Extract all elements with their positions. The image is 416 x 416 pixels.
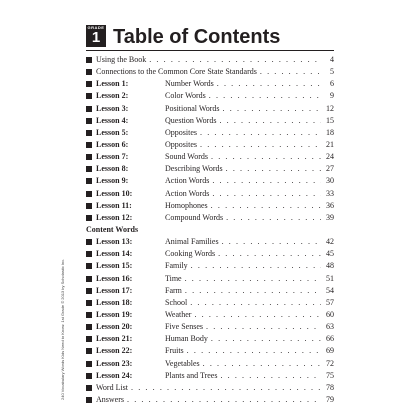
toc-entry [86, 382, 334, 394]
lesson-number: Lesson 18: [96, 297, 133, 307]
toc-entry [86, 163, 334, 175]
bullet-square-icon [86, 324, 92, 330]
dot-leader [185, 273, 321, 285]
page-title: Table of Contents [113, 26, 281, 48]
title-divider [86, 50, 334, 51]
bullet-square-icon [86, 251, 92, 257]
page-number: 24 [326, 152, 334, 162]
toc-entry [86, 200, 334, 212]
entry-title: Color Words [165, 91, 206, 101]
dot-leader [226, 212, 321, 224]
toc-entry [86, 151, 334, 163]
page-number: 60 [326, 309, 334, 319]
toc-entry [86, 321, 334, 333]
toc-entry [86, 394, 334, 406]
entry-title: Human Body [165, 334, 208, 344]
page-number: 5 [330, 67, 334, 77]
bullet-square-icon [86, 81, 92, 87]
entry-title: Number Words [165, 79, 214, 89]
bullet-square-icon [86, 300, 92, 306]
dot-leader [217, 78, 321, 90]
bullet-square-icon [86, 203, 92, 209]
bullet-square-icon [86, 130, 92, 136]
toc-entry [86, 248, 334, 260]
toc-entry [86, 54, 334, 66]
page-number: 6 [330, 79, 334, 89]
page-number: 66 [326, 334, 334, 344]
lesson-number: Lesson 22: [96, 346, 133, 356]
lesson-number: Lesson 24: [96, 370, 133, 380]
toc-entry [86, 273, 334, 285]
entry-title: Cooking Words [165, 249, 216, 259]
bullet-square-icon [86, 336, 92, 342]
page-number: 12 [326, 103, 334, 113]
page-number: 48 [326, 261, 334, 271]
lesson-number: Lesson 10: [96, 188, 133, 198]
bullet-square-icon [86, 397, 92, 403]
page-number: 18 [326, 127, 334, 137]
bullet-square-icon [86, 312, 92, 318]
bullet-square-icon [86, 348, 92, 354]
lesson-number: Lesson 23: [96, 358, 133, 368]
lesson-number: Lesson 9: [96, 176, 129, 186]
bullet-square-icon [86, 106, 92, 112]
page-number: 69 [326, 346, 334, 356]
toc-entry [86, 103, 334, 115]
entry-title: Family [165, 261, 188, 271]
dot-leader [211, 151, 321, 163]
lesson-number: Lesson 12: [96, 212, 133, 222]
entry-title: Answers [96, 394, 124, 404]
bullet-square-icon [86, 191, 92, 197]
entry-title: Describing Words [165, 164, 223, 174]
toc-entry [86, 139, 334, 151]
sidebar-credit: 240 Vocabulary Words Kids Need to Know: 1st Grade © 2013 by Scholastic Inc. [60, 258, 65, 400]
toc-section-heading [86, 224, 334, 236]
dot-leader [185, 285, 321, 297]
bullet-square-icon [86, 69, 92, 75]
entry-title: Homophones [165, 200, 208, 210]
bullet-square-icon [86, 215, 92, 221]
toc-entry [86, 358, 334, 370]
lesson-number: Lesson 21: [96, 334, 133, 344]
entry-title: Time [165, 273, 182, 283]
lesson-number: Lesson 13: [96, 237, 133, 247]
toc-entry [86, 309, 334, 321]
toc-entry [86, 345, 334, 357]
toc-entry [86, 115, 334, 127]
page-number: 15 [326, 115, 334, 125]
bullet-square-icon [86, 118, 92, 124]
page-number: 21 [326, 139, 334, 149]
dot-leader [260, 66, 321, 78]
entry-title: School [165, 297, 188, 307]
entry-title: Word List [96, 382, 129, 392]
page-number: 9 [330, 91, 334, 101]
toc-entry [86, 127, 334, 139]
entry-title: Action Words [165, 176, 210, 186]
bullet-square-icon [86, 166, 92, 172]
section-title: Content Words [86, 224, 139, 234]
bullet-square-icon [86, 239, 92, 245]
lesson-number: Lesson 15: [96, 261, 133, 271]
lesson-number: Lesson 19: [96, 309, 133, 319]
lesson-number: Lesson 8: [96, 164, 129, 174]
lesson-number: Lesson 7: [96, 152, 129, 162]
bullet-square-icon [86, 276, 92, 282]
bullet-square-icon [86, 142, 92, 148]
toc-entry [86, 370, 334, 382]
lesson-number: Lesson 11: [96, 200, 132, 210]
dot-leader [190, 297, 321, 309]
page-number: 57 [326, 297, 334, 307]
dot-leader [219, 115, 321, 127]
dot-leader [127, 394, 321, 406]
entry-title: Opposites [165, 139, 197, 149]
grade-badge [86, 25, 106, 47]
entry-title: Animal Families [165, 237, 219, 247]
page-number: 33 [326, 188, 334, 198]
lesson-number: Lesson 6: [96, 139, 129, 149]
lesson-number: Lesson 4: [96, 115, 129, 125]
bullet-square-icon [86, 57, 92, 63]
dot-leader [223, 103, 321, 115]
entry-title: Vegetables [165, 358, 200, 368]
entry-title: Five Senses [165, 322, 203, 332]
dot-leader [200, 139, 321, 151]
page-number: 78 [326, 382, 334, 392]
dot-leader [191, 260, 321, 272]
bullet-square-icon [86, 154, 92, 160]
toc-entry [86, 175, 334, 187]
bullet-square-icon [86, 263, 92, 269]
dot-leader [194, 309, 321, 321]
dot-leader [226, 163, 321, 175]
grade-label: GRADE [87, 25, 105, 30]
dot-leader [206, 321, 321, 333]
entry-title: Farm [165, 285, 182, 295]
dot-leader [218, 248, 321, 260]
dot-leader [220, 370, 321, 382]
entry-title: Weather [165, 309, 192, 319]
entry-title: Using the Book [96, 55, 147, 64]
page-number: 4 [330, 55, 334, 64]
dot-leader [212, 188, 321, 200]
page-number: 36 [326, 200, 334, 210]
entry-title: Compound Words [165, 212, 224, 222]
toc-entry [86, 285, 334, 297]
lesson-number: Lesson 20: [96, 322, 133, 332]
lesson-number: Lesson 1: [96, 79, 129, 89]
page-number: 63 [326, 322, 334, 332]
dot-leader [131, 382, 321, 394]
entry-title: Sound Words [165, 152, 208, 162]
lesson-number: Lesson 5: [96, 127, 129, 137]
grade-number: 1 [91, 29, 101, 46]
lesson-number: Lesson 16: [96, 273, 133, 283]
toc-entry [86, 66, 334, 78]
dot-leader [187, 345, 321, 357]
page-number: 72 [326, 358, 334, 368]
lesson-number: Lesson 2: [96, 91, 129, 101]
entry-title: Positional Words [165, 103, 220, 113]
table-of-contents [86, 54, 334, 406]
entry-title: Connections to the Common Core State Standards [96, 67, 257, 77]
dot-leader [149, 54, 321, 66]
entry-title: Question Words [165, 115, 217, 125]
page-number: 45 [326, 249, 334, 259]
toc-entry [86, 212, 334, 224]
bullet-square-icon [86, 178, 92, 184]
toc-entry [86, 78, 334, 90]
toc-entry [86, 90, 334, 102]
page-number: 51 [326, 273, 334, 283]
dot-leader [200, 127, 321, 139]
entry-title: Action Words [165, 188, 210, 198]
dot-leader [203, 358, 321, 370]
lesson-number: Lesson 14: [96, 249, 133, 259]
page-number: 30 [326, 176, 334, 186]
toc-entry [86, 236, 334, 248]
lesson-number: Lesson 3: [96, 103, 129, 113]
bullet-square-icon [86, 373, 92, 379]
dot-leader [211, 333, 321, 345]
dot-leader [212, 175, 321, 187]
page-number: 27 [326, 164, 334, 174]
bullet-square-icon [86, 288, 92, 294]
page-number: 75 [326, 370, 334, 380]
page-number: 79 [326, 394, 334, 404]
lesson-number: Lesson 17: [96, 285, 133, 295]
bullet-square-icon [86, 93, 92, 99]
entry-title: Opposites [165, 127, 197, 137]
page-number: 54 [326, 285, 334, 295]
dot-leader [211, 200, 321, 212]
toc-entry [86, 333, 334, 345]
page-number: 39 [326, 212, 334, 222]
page-number: 42 [326, 237, 334, 247]
toc-entry [86, 260, 334, 272]
toc-entry [86, 297, 334, 309]
toc-entry [86, 188, 334, 200]
entry-title: Plants and Trees [165, 370, 218, 380]
bullet-square-icon [86, 361, 92, 367]
dot-leader [209, 90, 321, 102]
entry-title: Fruits [165, 346, 184, 356]
bullet-square-icon [86, 385, 92, 391]
dot-leader [222, 236, 321, 248]
